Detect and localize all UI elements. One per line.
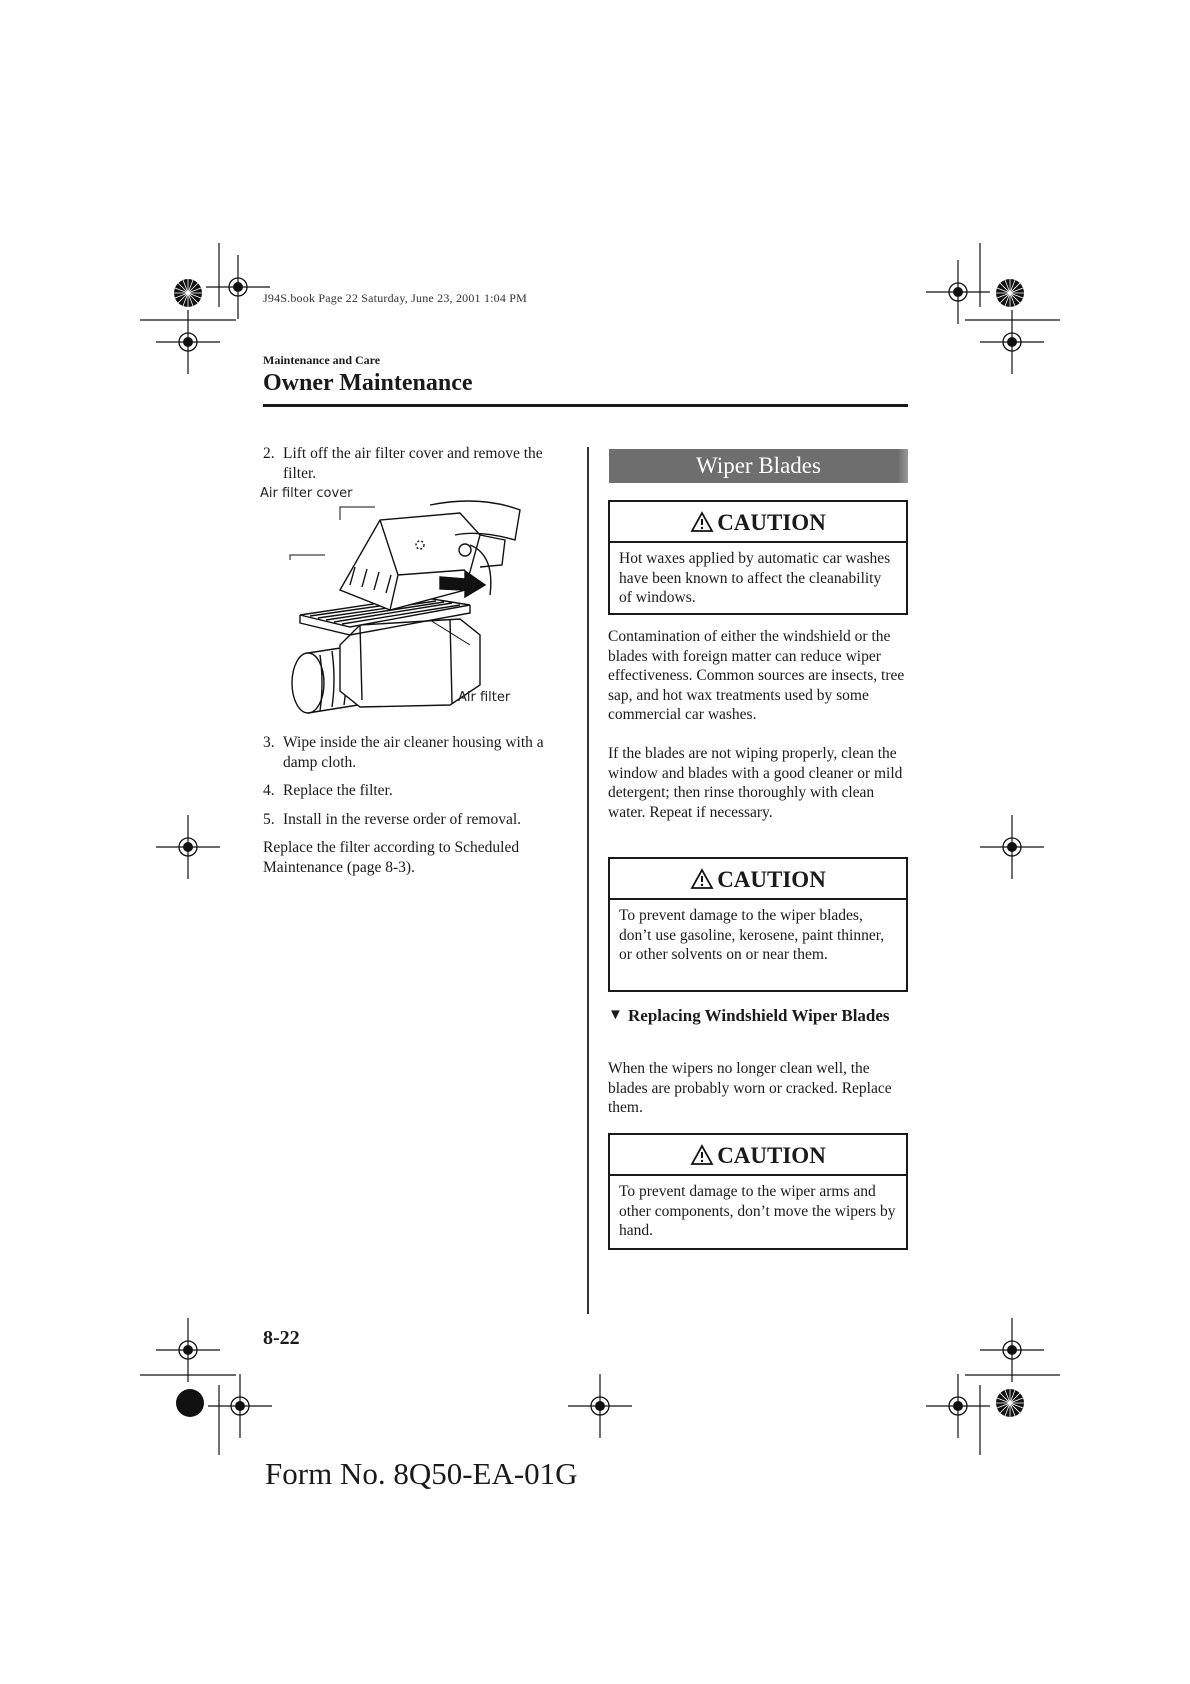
caution-header bbox=[610, 859, 906, 900]
step-text: Install in the reverse order of removal. bbox=[283, 810, 522, 828]
caution-header bbox=[610, 1135, 906, 1176]
label-air-filter: Air filter bbox=[458, 690, 511, 705]
step-number: 2. bbox=[263, 445, 275, 462]
banner-fold bbox=[898, 449, 908, 483]
step-2 bbox=[263, 444, 563, 483]
caution-label: CAUTION bbox=[717, 510, 826, 535]
caution-label: CAUTION bbox=[717, 867, 826, 892]
air-filter-illustration bbox=[280, 495, 560, 725]
caution-box-1 bbox=[608, 500, 908, 615]
wiper-blades-banner bbox=[609, 449, 908, 483]
closing-paragraph: Replace the filter according to Scheduled Maintenance (page 8-3). bbox=[263, 839, 520, 876]
form-number: Form No. 8Q50-EA-01G bbox=[265, 1456, 578, 1491]
step-number: 3. bbox=[263, 734, 275, 751]
section-label: Maintenance and Care bbox=[263, 353, 381, 367]
warning-triangle-icon bbox=[690, 511, 714, 533]
caution-text: Hot waxes applied by automatic car washes have been known to affect the cleanability of windows. bbox=[619, 550, 891, 606]
caution-label: CAUTION bbox=[717, 1143, 826, 1168]
subheading-text: Replacing Windshield Wiper Blades bbox=[628, 1006, 890, 1025]
paragraph-replace: When the wipers no longer clean well, the blades are probably worn or cracked. Replace them. bbox=[608, 1060, 892, 1116]
air-filter-figure bbox=[260, 486, 560, 725]
paragraph-contamination: Contamination of either the windshield or the blades with foreign matter can reduce wiper effectiveness. Common sources are insects, tree sap, and hot wax treatments used by some commercial car washes. bbox=[608, 628, 905, 723]
caution-text: To prevent damage to the wiper blades, don’t use gasoline, kerosene, paint thinner, or other solvents on or near them. bbox=[619, 907, 885, 963]
step-3 bbox=[263, 733, 563, 772]
print-header: J94S.book Page 22 Saturday, June 23, 2001 1:04 PM bbox=[263, 291, 528, 305]
left-column bbox=[263, 444, 563, 483]
caution-text: To prevent damage to the wiper arms and other components, don’t move the wipers by hand. bbox=[619, 1183, 896, 1239]
step-text: Wipe inside the air cleaner housing with a damp cloth. bbox=[283, 734, 544, 771]
page-number: 8-22 bbox=[263, 1327, 300, 1349]
left-column-lower bbox=[263, 733, 563, 877]
step-number: 4. bbox=[263, 782, 275, 799]
column-divider bbox=[587, 447, 589, 1314]
step-number: 5. bbox=[263, 810, 275, 828]
label-air-filter-cover: Air filter cover bbox=[260, 486, 353, 501]
caution-header bbox=[610, 502, 906, 543]
step-text: Lift off the air filter cover and remove the filter. bbox=[283, 445, 543, 482]
banner-title: Wiper Blades bbox=[696, 453, 821, 478]
page-title: Owner Maintenance bbox=[263, 370, 473, 396]
subheading-replacing-wipers bbox=[608, 1005, 908, 1026]
step-5 bbox=[263, 810, 563, 830]
warning-triangle-icon bbox=[690, 1144, 714, 1166]
step-text: Replace the filter. bbox=[283, 782, 393, 799]
caution-box-3 bbox=[608, 1133, 908, 1250]
title-rule bbox=[263, 404, 908, 407]
triangle-bullet-icon: ▼ bbox=[608, 1007, 623, 1023]
warning-triangle-icon bbox=[690, 868, 714, 890]
caution-box-2 bbox=[608, 857, 908, 992]
paragraph-cleaning: If the blades are not wiping properly, clean the window and blades with a good cleaner or mild detergent; then rinse thoroughly with clean water. Repeat if necessary. bbox=[608, 745, 903, 821]
step-4 bbox=[263, 781, 563, 801]
